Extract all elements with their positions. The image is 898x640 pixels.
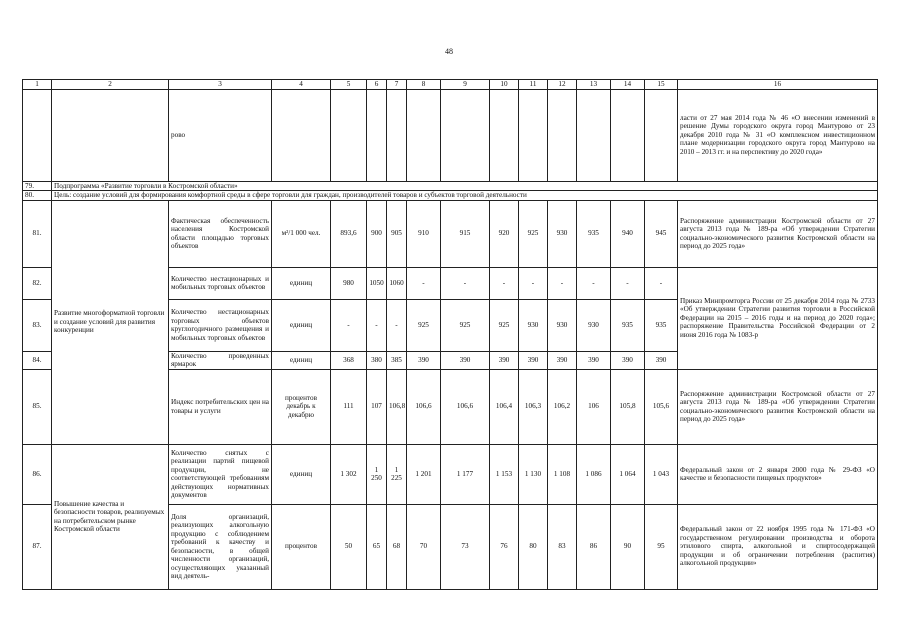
value-cell: 390 xyxy=(519,351,548,369)
row-number: 83. xyxy=(23,299,52,351)
value-cell: 1 043 xyxy=(645,444,678,504)
value-cell: 940 xyxy=(611,200,645,267)
value-cell: 1050 xyxy=(367,267,387,299)
value-cell: 935 xyxy=(577,200,611,267)
value-cell: 390 xyxy=(490,351,519,369)
value-cell: 935 xyxy=(645,299,678,351)
header-cell: 15 xyxy=(645,80,678,90)
document-cell: Распоряжение администрации Костромской области от 27 августа 2013 года № 189-ра «Об утверждении Стратегии социально-экономического развития Костромской области на период до 2025 года» xyxy=(678,200,878,267)
value-cell: 1 177 xyxy=(441,444,490,504)
table-row xyxy=(23,444,878,504)
unit-cell: процентов декабрь к декабрю xyxy=(272,369,331,444)
value-cell: 930 xyxy=(577,299,611,351)
value-cell: - xyxy=(490,267,519,299)
table-row xyxy=(23,89,878,181)
header-cell: 13 xyxy=(577,80,611,90)
value-cell: 1 130 xyxy=(519,444,548,504)
value-cell: 390 xyxy=(407,351,441,369)
value-cell: 106,6 xyxy=(441,369,490,444)
header-cell: 16 xyxy=(678,80,878,90)
value-cell: 390 xyxy=(548,351,577,369)
value-cell: 935 xyxy=(611,299,645,351)
unit-cell: единиц xyxy=(272,267,331,299)
value-cell: 1 064 xyxy=(611,444,645,504)
row-number: 80. xyxy=(23,191,52,201)
value-cell: - xyxy=(577,267,611,299)
indicator-cell: рово xyxy=(169,89,272,181)
document-cell: ласти от 27 мая 2014 года № 46 «О внесении изменений в решение Думы городского округа город Мантурово от 23 декабря 2010 года № 31 «О комплексном инвестиционном плане модернизации городского округа город Мантурово на 2010 – 2013 гг. и на перспективу до 2020 года» xyxy=(678,89,878,181)
value-cell: - xyxy=(331,299,367,351)
unit-cell: процентов xyxy=(272,504,331,589)
value-cell: 76 xyxy=(490,504,519,589)
value-cell: 905 xyxy=(387,200,407,267)
task-cell: Повышение качества и безопасности товаров, реализуемых на потребительском рынке Костромской области xyxy=(52,444,169,589)
value-cell: - xyxy=(519,267,548,299)
value-cell: - xyxy=(387,299,407,351)
header-cell: 7 xyxy=(387,80,407,90)
value-cell: 106,3 xyxy=(519,369,548,444)
value-cell: 925 xyxy=(490,299,519,351)
value-cell: 70 xyxy=(407,504,441,589)
document-cell: Приказ Минпромторга России от 25 декабря 2014 года № 2733 «Об утверждении Стратегии развития торговли в Российской Федерации на 2015 – 2016 годы и на период до 2020 года»; распоряжение Правительства Российской Федерации от 2 июня 2016 года № 1083-р xyxy=(678,267,878,369)
row-number: 82. xyxy=(23,267,52,299)
header-cell: 8 xyxy=(407,80,441,90)
goal-row xyxy=(23,191,878,201)
value-cell: - xyxy=(611,267,645,299)
value-cell: 930 xyxy=(519,299,548,351)
value-cell: 90 xyxy=(611,504,645,589)
value-cell: 1 225 xyxy=(387,444,407,504)
value-cell: 390 xyxy=(645,351,678,369)
indicator-cell: Количество снятых с реализации партий пищевой продукции, не соответствующей требованиям действующих нормативных документов xyxy=(169,444,272,504)
goal-text: Цель: создание условий для формирования комфортной среды в сфере торговли для граждан, производителей товаров и субъектов торговой деятельности xyxy=(52,191,878,201)
value-cell: 390 xyxy=(441,351,490,369)
document-cell: Распоряжение администрации Костромской области от 27 августа 2013 года № 189-ра «Об утверждении Стратегии социально-экономического развития Костромской области на период до 2025 года» xyxy=(678,369,878,444)
value-cell: 68 xyxy=(387,504,407,589)
indicator-cell: Фактическая обеспеченность населения Костромской области площадью торговых объектов xyxy=(169,200,272,267)
value-cell: 106 xyxy=(577,369,611,444)
header-row xyxy=(23,80,878,90)
page-number: 48 xyxy=(445,47,453,56)
value-cell: 1 108 xyxy=(548,444,577,504)
task-cell: Развитие многоформатной торговли и создание условий для развития конкуренции xyxy=(52,200,169,444)
value-cell: 930 xyxy=(548,299,577,351)
header-cell: 12 xyxy=(548,80,577,90)
value-cell: 1 201 xyxy=(407,444,441,504)
row-number: 87. xyxy=(23,504,52,589)
value-cell: 893,6 xyxy=(331,200,367,267)
value-cell: - xyxy=(367,299,387,351)
value-cell: 105,8 xyxy=(611,369,645,444)
value-cell: 390 xyxy=(577,351,611,369)
value-cell: - xyxy=(548,267,577,299)
value-cell: 915 xyxy=(441,200,490,267)
table-row xyxy=(23,200,878,267)
value-cell: 925 xyxy=(441,299,490,351)
value-cell: 1 250 xyxy=(367,444,387,504)
row-number: 79. xyxy=(23,181,52,191)
header-cell: 9 xyxy=(441,80,490,90)
value-cell: 368 xyxy=(331,351,367,369)
value-cell: 1 086 xyxy=(577,444,611,504)
header-cell: 14 xyxy=(611,80,645,90)
header-cell: 5 xyxy=(331,80,367,90)
value-cell: 930 xyxy=(548,200,577,267)
unit-cell: единиц xyxy=(272,299,331,351)
value-cell: 1 302 xyxy=(331,444,367,504)
document-cell: Федеральный закон от 22 ноября 1995 года № 171-ФЗ «О государственном регулировании производства и оборота этилового спирта, алкогольной и спиртосодержащей продукции и об ограничении потребления (распития) алкогольной продукции» xyxy=(678,504,878,589)
value-cell: 925 xyxy=(519,200,548,267)
row-number: 84. xyxy=(23,351,52,369)
row-number: 86. xyxy=(23,444,52,504)
value-cell: 1060 xyxy=(387,267,407,299)
value-cell: 390 xyxy=(611,351,645,369)
header-cell: 10 xyxy=(490,80,519,90)
header-cell: 6 xyxy=(367,80,387,90)
header-cell: 2 xyxy=(52,80,169,90)
value-cell: 106,4 xyxy=(490,369,519,444)
indicator-cell: Индекс потребительских цен на товары и услуги xyxy=(169,369,272,444)
value-cell: 920 xyxy=(490,200,519,267)
subprogram-row xyxy=(23,181,878,191)
value-cell: 980 xyxy=(331,267,367,299)
value-cell: 73 xyxy=(441,504,490,589)
unit-cell: м²/1 000 чел. xyxy=(272,200,331,267)
value-cell: 111 xyxy=(331,369,367,444)
value-cell: 106,6 xyxy=(407,369,441,444)
value-cell: 945 xyxy=(645,200,678,267)
value-cell: 910 xyxy=(407,200,441,267)
indicator-cell: Количество нестационарных и мобильных торговых объектов xyxy=(169,267,272,299)
value-cell: 105,6 xyxy=(645,369,678,444)
value-cell: - xyxy=(441,267,490,299)
header-cell: 3 xyxy=(169,80,272,90)
value-cell: 86 xyxy=(577,504,611,589)
header-cell: 1 xyxy=(23,80,52,90)
value-cell: 925 xyxy=(407,299,441,351)
unit-cell: единиц xyxy=(272,351,331,369)
indicator-cell: Количество проведенных ярмарок xyxy=(169,351,272,369)
value-cell: 95 xyxy=(645,504,678,589)
subprogram-title: Подпрограмма «Развитие торговли в Костромской области» xyxy=(52,181,878,191)
header-cell: 4 xyxy=(272,80,331,90)
header-cell: 11 xyxy=(519,80,548,90)
value-cell: 900 xyxy=(367,200,387,267)
value-cell: 380 xyxy=(367,351,387,369)
value-cell: - xyxy=(645,267,678,299)
value-cell: 106,8 xyxy=(387,369,407,444)
row-number: 85. xyxy=(23,369,52,444)
value-cell: - xyxy=(407,267,441,299)
value-cell: 385 xyxy=(387,351,407,369)
value-cell: 83 xyxy=(548,504,577,589)
unit-cell: единиц xyxy=(272,444,331,504)
value-cell: 80 xyxy=(519,504,548,589)
indicators-table xyxy=(22,79,878,590)
value-cell: 107 xyxy=(367,369,387,444)
indicator-cell: Доля организаций, реализующих алкогольную продукцию с соблюдением требований к качеству и безопасности, в общей численности организаций, осуществляющих указанный вид деятель- xyxy=(169,504,272,589)
indicator-cell: Количество нестационарных торговых объектов круглогодичного размещения и мобильных торговых объектов xyxy=(169,299,272,351)
value-cell: 106,2 xyxy=(548,369,577,444)
document-cell: Федеральный закон от 2 января 2000 года № 29-ФЗ «О качестве и безопасности пищевых продуктов» xyxy=(678,444,878,504)
value-cell: 50 xyxy=(331,504,367,589)
value-cell: 65 xyxy=(367,504,387,589)
value-cell: 1 153 xyxy=(490,444,519,504)
row-number: 81. xyxy=(23,200,52,267)
